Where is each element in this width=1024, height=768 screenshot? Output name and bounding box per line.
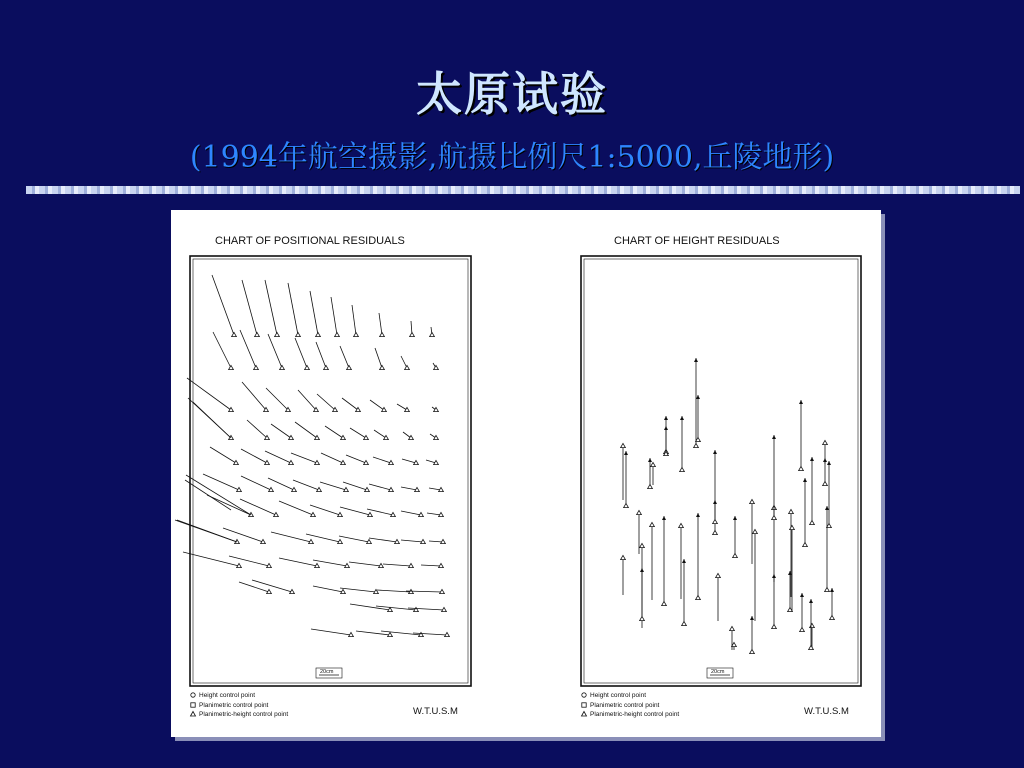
triangle-icon [789,509,794,513]
residual-vector [175,520,237,542]
triangle-icon [713,530,718,534]
triangle-icon [694,443,699,447]
residual-vector [293,480,319,490]
arrowhead [788,571,792,575]
residual-vector [401,511,421,515]
residual-vector [279,501,313,515]
positional-scale-bar [316,668,342,678]
residual-vector [342,398,358,410]
triangle-icon [810,623,815,627]
triangle-icon [380,365,385,369]
legend-planimetric-point: Planimetric control point [590,702,660,709]
residual-vector [427,513,441,515]
triangle-icon [255,332,260,336]
triangle-icon [354,332,359,336]
triangle-icon [637,510,642,514]
residual-charts-svg [171,210,881,737]
height-chart-inner-frame [584,259,858,683]
triangle-icon [621,443,626,447]
height-vectors [621,358,835,654]
residual-vector [265,451,291,463]
triangle-icon [790,525,795,529]
triangle-icon [347,365,352,369]
triangle-icon [679,523,684,527]
triangle-icon [380,332,385,336]
triangle-icon [409,435,414,439]
height-scale-label: 20cm [711,669,725,675]
triangle-icon [750,499,755,503]
residual-vector [247,420,267,438]
triangle-icon [316,332,321,336]
residual-vector [313,586,343,592]
triangle-icon [430,332,435,336]
height-chart-title: CHART OF HEIGHT RESIDUALS [614,235,780,247]
positional-vectors [175,275,449,637]
residual-vector [291,453,317,463]
arrowhead [750,616,754,620]
triangle-icon [582,712,587,717]
slide-subtitle: (1994年航空摄影,航摄比例尺1:5000,丘陵地形) [189,140,835,175]
triangle-icon [364,435,369,439]
triangle-icon [733,553,738,557]
triangle-icon [716,573,721,577]
height-residuals-panel [581,235,861,718]
triangle-icon [232,332,237,336]
arrowhead [680,416,684,420]
residual-vector [370,400,384,410]
triangle-icon [229,365,234,369]
triangle-icon [830,615,835,619]
triangle-icon [434,365,439,369]
arrowhead [809,599,813,603]
triangle-icon [440,589,445,593]
residual-vector [183,552,239,566]
triangle-icon [405,365,410,369]
arrowhead [772,435,776,439]
residual-vector [373,457,391,463]
triangle-icon [624,503,629,507]
residual-vector [374,430,386,438]
triangle-icon [315,435,320,439]
residual-vector [340,588,376,592]
arrowhead [664,426,668,430]
triangle-icon [324,365,329,369]
triangle-icon [191,712,196,717]
residual-vector [288,283,298,335]
residual-vector [349,562,381,566]
triangle-icon [410,332,415,336]
triangle-icon [280,365,285,369]
residual-vector [265,280,277,335]
triangle-icon [275,332,280,336]
residual-vector [271,424,291,438]
triangle-icon [650,522,655,526]
positional-chart-title: CHART OF POSITIONAL RESIDUALS [215,235,405,247]
residual-vector [340,346,349,368]
triangle-icon [434,407,439,411]
divider [26,186,1020,194]
residual-vector [340,507,370,515]
arrowhead [696,395,700,399]
arrowhead [772,574,776,578]
residual-vector [207,495,251,515]
residual-vector [240,330,256,368]
triangle-icon [384,435,389,439]
residual-vector [268,334,282,368]
triangle-icon [356,407,361,411]
arrowhead [694,358,698,362]
triangle-icon [640,543,645,547]
residual-vector [223,528,263,542]
triangle-icon [823,481,828,485]
residual-vector [397,404,407,410]
triangle-icon [305,365,310,369]
triangle-icon [810,520,815,524]
arrowhead [799,400,803,404]
triangle-icon [823,440,828,444]
arrowhead [800,593,804,597]
triangle-icon [254,365,259,369]
triangle-icon [439,563,444,567]
legend-planimetric-height-point: Planimetric-height control point [199,711,289,718]
triangle-icon [662,601,667,605]
residual-vector [242,382,266,410]
residual-vector [325,426,343,438]
legend-height-point: Height control point [590,692,647,699]
triangle-icon [640,616,645,620]
square-icon [582,703,586,707]
residual-vector [421,565,441,566]
triangle-icon [234,460,239,464]
residual-vector [429,541,443,542]
triangle-icon [772,624,777,628]
residual-vector [185,480,231,510]
legend-planimetric-point: Planimetric control point [199,702,269,709]
residual-vector [252,580,292,592]
residual-vector [310,505,340,515]
residual-vector [377,590,411,592]
triangle-icon [229,407,234,411]
residual-vector [321,453,343,463]
residual-vector [429,488,441,490]
residual-vector [271,532,311,542]
arrowhead [830,588,834,592]
residual-vector [317,394,335,410]
residual-vector [339,536,369,542]
residual-vector [229,556,269,566]
positional-chart-frame [190,256,471,686]
positional-scale-label: 20cm [320,669,334,675]
arrowhead [648,458,652,462]
residual-vector [401,487,417,490]
arrowhead [810,457,814,461]
triangle-icon [753,529,758,533]
residual-vector [369,538,397,542]
positional-legend [191,692,289,718]
positional-credit: W.T.U.S.M [413,706,458,717]
circle-icon [191,693,195,697]
arrowhead [624,451,628,455]
triangle-icon [335,332,340,336]
height-legend [582,692,680,718]
residual-vector [375,348,382,368]
height-credit: W.T.U.S.M [804,706,849,717]
residual-vector [210,447,236,463]
triangle-icon [682,621,687,625]
residual-vector [187,378,231,410]
residual-vector [352,305,356,335]
residual-vector [212,275,234,335]
triangle-icon [434,435,439,439]
triangle-icon [296,332,301,336]
square-icon [191,703,195,707]
arrowhead [733,516,737,520]
triangle-icon [405,407,410,411]
residual-vector [311,629,351,635]
triangle-icon [730,626,735,630]
arrowhead [696,513,700,517]
residual-vector [350,428,366,438]
residual-vector [379,313,382,335]
residual-vector [320,482,346,490]
arrowhead [803,478,807,482]
height-scale-bar [707,668,733,678]
triangle-icon [680,467,685,471]
triangle-icon [651,462,656,466]
positional-chart-inner-frame [193,259,468,683]
residual-vector [279,558,317,566]
triangle-icon [289,435,294,439]
legend-height-point: Height control point [199,692,256,699]
triangle-icon [442,607,447,611]
residual-vector [213,332,231,368]
positional-residuals-panel [175,235,471,718]
triangle-icon [799,466,804,470]
triangle-icon [800,627,805,631]
residual-vector [203,474,239,490]
triangle-icon [621,555,626,559]
residual-vector [188,398,231,438]
arrowhead [640,568,644,572]
residual-vector [310,291,318,335]
residual-vector [298,390,316,410]
triangle-icon [825,587,830,591]
triangle-icon [713,519,718,523]
residual-vector [316,342,326,368]
residual-vector [346,455,366,463]
circle-icon [582,693,586,697]
slide-title: 太原试验 [416,67,608,121]
arrowhead [662,516,666,520]
legend-planimetric-height-point: Planimetric-height control point [590,711,680,718]
residual-vector [295,422,317,438]
residual-vector [383,564,411,566]
triangle-icon [341,435,346,439]
triangle-icon [648,484,653,488]
residual-charts-figure [171,210,881,737]
triangle-icon [772,515,777,519]
arrowhead [825,506,829,510]
residual-vector [331,297,337,335]
residual-vector [242,280,257,335]
triangle-icon [803,542,808,546]
triangle-icon [696,595,701,599]
residual-vector [401,540,423,542]
residual-vector [241,476,271,490]
triangle-icon [809,645,814,649]
arrowhead [827,461,831,465]
residual-vector [295,338,307,368]
residual-vector [402,459,416,463]
arrowhead [664,416,668,420]
arrowhead [713,450,717,454]
arrowhead [682,559,686,563]
triangle-icon [750,649,755,653]
triangle-icon [445,632,450,636]
residual-vector [266,388,288,410]
triangle-icon [382,407,387,411]
residual-vector [369,484,391,490]
residual-vector [241,449,267,463]
